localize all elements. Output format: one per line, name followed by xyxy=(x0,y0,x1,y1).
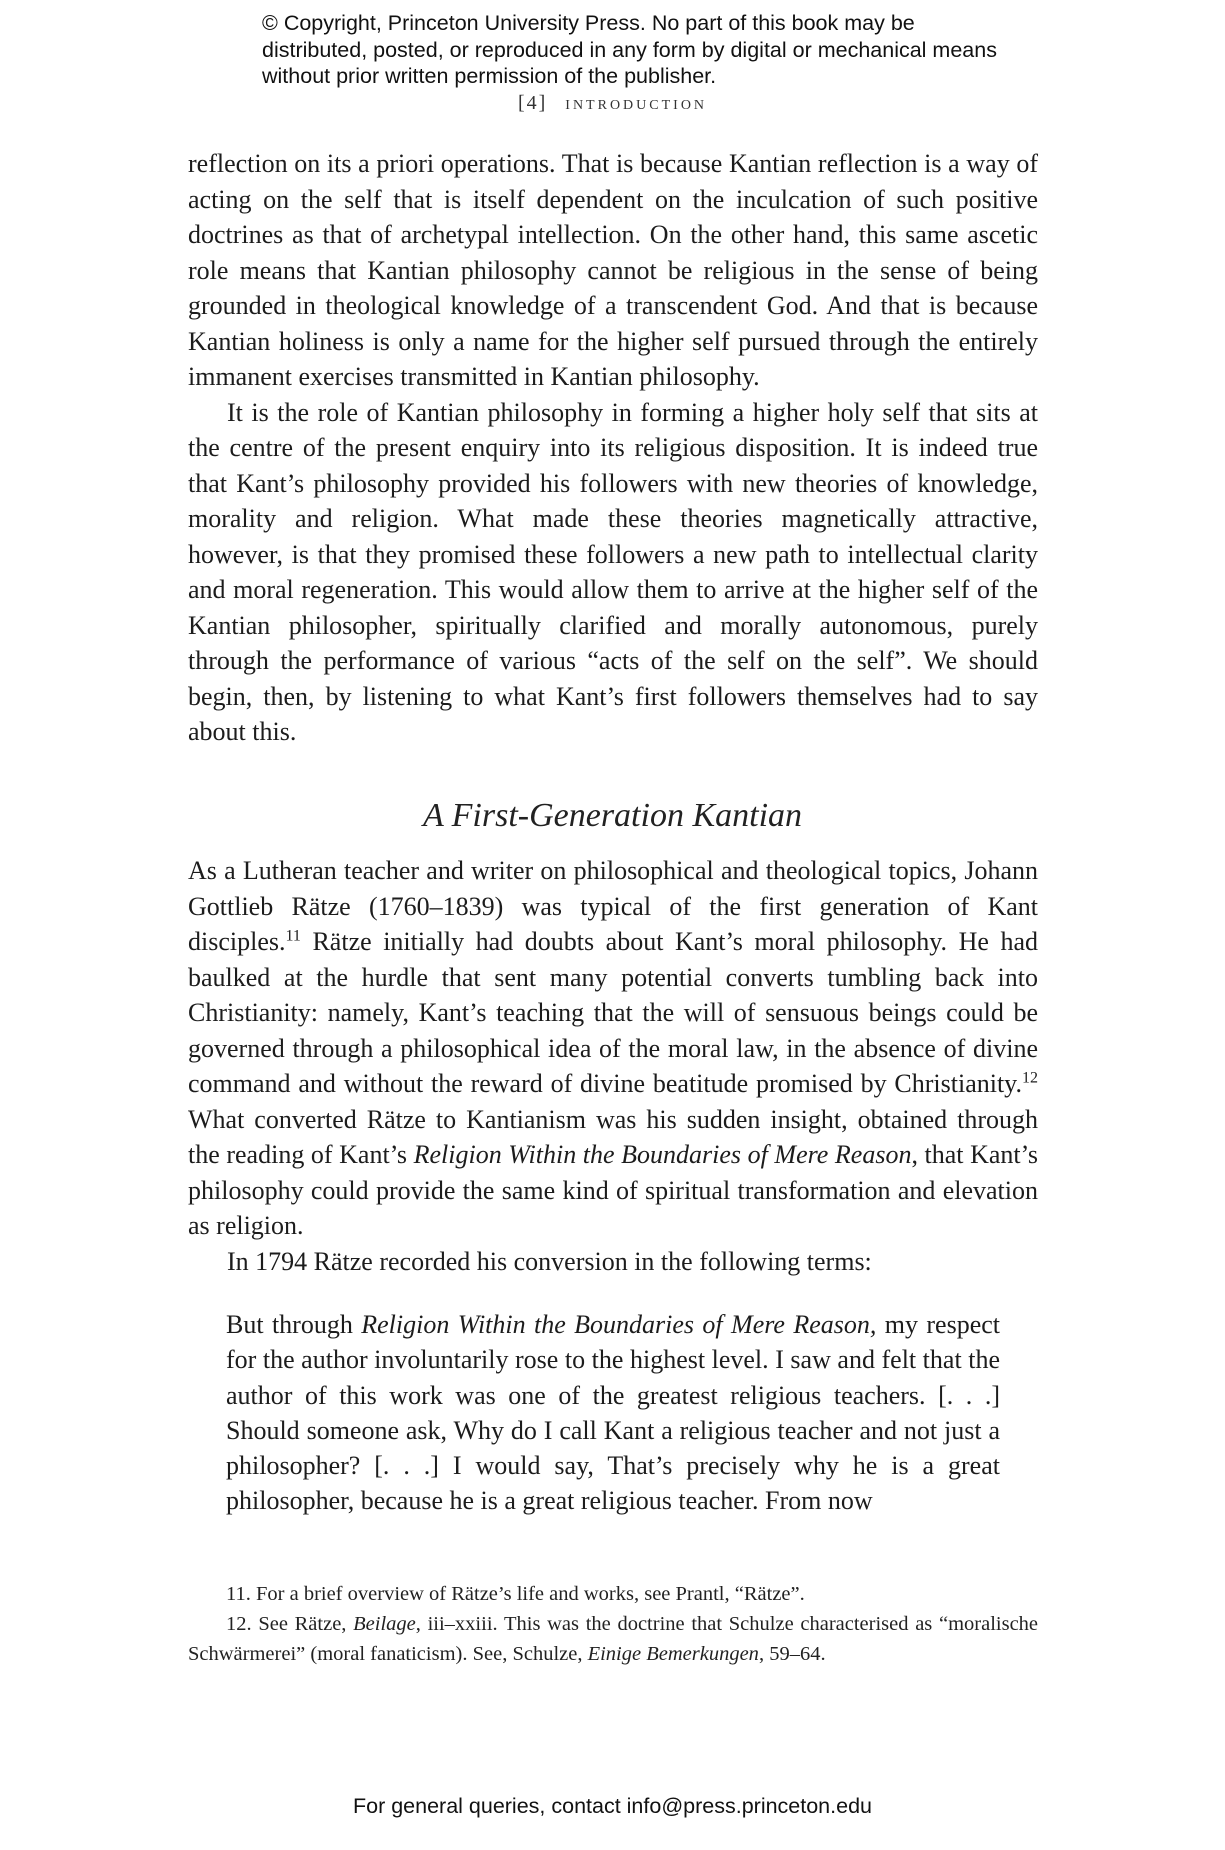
footnote-12 xyxy=(188,1609,1038,1669)
copyright-notice: © Copyright, Princeton University Press. No part of this book may be distributed, posted, or reproduced in any form by digital or mechanical means without prior written permission of the publisher. xyxy=(262,11,997,88)
paragraph-3-part-a: As a Lutheran teacher and writer on philosophical and theological topics, Johann Gottlieb Rätze (1760–1839) was typical of the first generation of Kant disciples. xyxy=(188,856,1038,956)
footnote-12-title-bemerkungen: Einige Bemerkungen xyxy=(587,1643,759,1665)
paragraph-3 xyxy=(188,853,1038,1244)
page-number: [4] xyxy=(517,92,548,114)
footnote-11: 11. For a brief overview of Rätze’s life and works, see Prantl, “Rätze”. xyxy=(226,1583,805,1605)
quote-part-a: But through xyxy=(226,1310,362,1339)
paragraph-3-part-d: , that Kant’s philosophy could provide the same kind of spiritual transformation and elevation as religion. xyxy=(188,1140,1038,1240)
footnote-ref-12[interactable]: 12 xyxy=(1022,1069,1038,1087)
quote-book-title: Religion Within the Boundaries of Mere Reason, xyxy=(361,1310,877,1339)
paragraph-3-part-b: Rätze initially had doubts about Kant’s moral philosophy. He had baulked at the hurdle that sent many potential converts tumbling back into Christianity: namely, Kant’s teaching that the will of sensuous beings could be governed through a philosophical idea of the moral law, in the absence of divine command and without the reward of divine beatitude promised by Christianity. xyxy=(188,927,1038,1098)
footer-contact: For general queries, contact info@press.princeton.edu xyxy=(352,1794,872,1818)
footnotes xyxy=(188,1579,1038,1669)
paragraph-4: In 1794 Rätze recorded his conversion in the following terms: xyxy=(227,1246,872,1276)
running-head-section: introduction xyxy=(565,92,708,114)
book-title-religion: Religion Within the Boundaries of Mere Reason xyxy=(413,1140,912,1169)
body-text-middle xyxy=(188,853,1038,1279)
body-text-top xyxy=(188,146,1038,750)
footnote-12-part-c: , 59–64. xyxy=(758,1643,826,1665)
footnote-12-part-b: , iii–xxiii. This was the doctrine that Schulze characterised as “moralische Schwärmerei” (moral fanaticism). See, Schulze, xyxy=(188,1613,1039,1665)
footnote-12-title-beilage: Beilage xyxy=(353,1613,416,1635)
block-quote xyxy=(226,1307,1000,1519)
paragraph-1: reflection on its a priori operations. That is because Kantian reflection is a way of acting on the self that is itself dependent on the inculcation of such positive doctrines as that of archetypal intellection. On the other hand, this same ascetic role means that Kantian philosophy cannot be religious in the sense of being grounded in theological knowledge of a transcendent God. And that is because Kantian holiness is only a name for the higher self pursued through the entirely immanent exercises transmitted in Kantian philosophy. xyxy=(188,149,1038,391)
running-head xyxy=(0,92,1225,115)
paragraph-2: It is the role of Kantian philosophy in forming a higher holy self that sits at the centre of the present enquiry into its religious disposition. It is indeed true that Kant’s philosophy provided his followers with new theories of knowledge, morality and religion. What made these theories magnetically attractive, however, is that they promised these followers a new path to intellectual clarity and moral regeneration. This would allow them to arrive at the higher self of the Kantian philosopher, spiritually clarified and morally autonomous, purely through the performance of various “acts of the self on the self”. We should begin, then, by listening to what Kant’s first followers themselves had to say about this. xyxy=(188,397,1038,746)
section-heading: A First-Generation Kantian xyxy=(422,797,803,834)
footnote-ref-11[interactable]: 11 xyxy=(285,927,301,945)
paragraph-3-part-c: What converted Rätze to Kantianism was his sudden insight, obtained through the reading of Kant’s xyxy=(188,1104,1038,1169)
footnote-12-part-a: 12. See Rätze, xyxy=(226,1613,354,1635)
quote-part-b: my respect for the author involuntarily rose to the highest level. I saw and felt that the author of this work was one of the greatest religious teachers. [. . .] Should someone ask, Why do I call Kant a religious teacher and not just a philosopher? [. . .] I would say, That’s precisely why he is a great philosopher, because he is a great religious teacher. From now xyxy=(226,1310,1000,1516)
